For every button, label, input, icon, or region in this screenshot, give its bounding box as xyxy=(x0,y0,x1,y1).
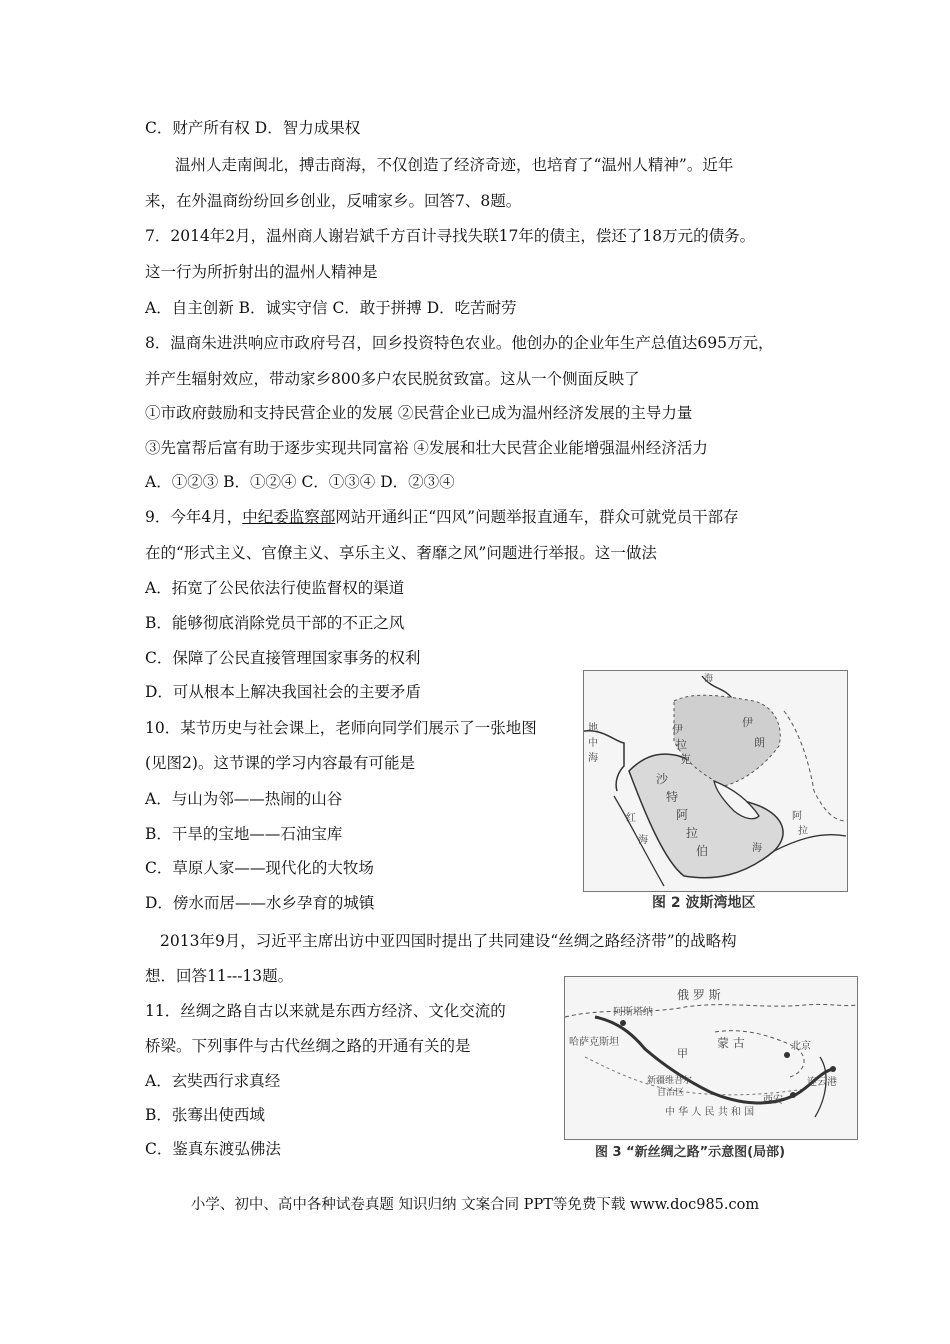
label-kazakhstan: 哈萨克斯坦 xyxy=(569,1037,619,1048)
label-mediterranean-1: 地 xyxy=(588,723,598,734)
q7-stem-line1: 7．2014年2月，温州商人谢岩斌千方百计寻找失联17年的债主，偿还了18万元的债务。 xyxy=(145,227,756,245)
intro-7-8-line2: 来，在外温商纷纷回乡创业，反哺家乡。回答7、8题。 xyxy=(145,192,522,210)
label-lianyungang: 连云港 xyxy=(807,1077,837,1088)
q8-statements-1-2: ①市政府鼓励和支持民营企业的发展 ②民营企业已成为温州经济发展的主导力量 xyxy=(145,404,693,422)
label-saudi-5: 伯 xyxy=(696,844,709,858)
label-arabian-sea-2: 拉 xyxy=(798,826,808,837)
label-mediterranean-3: 海 xyxy=(588,753,598,764)
q8-stem-line1: 8．温商朱进洪响应市政府号召，回乡投资特色农业。他创办的企业年生产总值达695万元， xyxy=(145,334,774,352)
intro-11-13-line2: 想．回答11---13题。 xyxy=(145,967,294,985)
label-iran-2: 朗 xyxy=(754,736,765,749)
q6-options-cd: C．财产所有权 D．智力成果权 xyxy=(145,119,361,137)
q11-stem-line2: 桥梁。下列事件与古代丝绸之路的开通有关的是 xyxy=(145,1037,471,1055)
q8-options: A．①②③ B．①②④ C．①③④ D．②③④ xyxy=(145,473,455,491)
q9-rest: 网站开通纠正“四风”问题举报直通车，群众可就党员干部存 xyxy=(335,508,739,526)
intro-7-8-line1: 温州人走南闽北，搏击商海，不仅创造了经济奇迹，也培育了“温州人精神”。近年 xyxy=(175,156,734,174)
figure-2-persian-gulf-map xyxy=(583,670,848,892)
q9-prefix: 9．今年4月， xyxy=(145,508,243,526)
q11-option-b: B．张骞出使西域 xyxy=(145,1106,265,1124)
q10-option-a: A．与山为邻——热闹的山谷 xyxy=(145,790,343,808)
q7-stem-line2: 这一行为所折射出的温州人精神是 xyxy=(145,263,378,281)
label-iraq-2: 拉 xyxy=(676,738,687,751)
label-astana: 阿斯塔纳 xyxy=(613,1007,653,1018)
q9-option-d: D．可从根本上解决我国社会的主要矛盾 xyxy=(145,683,421,701)
q7-options: A．自主创新 B．诚实守信 C．敢于拼搏 D．吃苦耐劳 xyxy=(145,299,517,317)
q8-stem-line2: 并产生辐射效应，带动家乡800多户农民脱贫致富。这从一个侧面反映了 xyxy=(145,370,640,388)
label-iran-1: 伊 xyxy=(742,716,753,729)
persian-gulf-map-drawing xyxy=(584,671,847,891)
q10-option-c: C．草原人家——现代化的大牧场 xyxy=(145,859,374,877)
q10-option-b: B．干旱的宝地——石油宝库 xyxy=(145,825,343,843)
label-arabian-sea-3: 海 xyxy=(752,843,762,854)
label-saudi-2: 特 xyxy=(666,790,679,804)
q11-stem-line1: 11．丝绸之路自古以来就是东西方经济、文化交流的 xyxy=(145,1002,506,1020)
label-mediterranean-2: 中 xyxy=(588,738,598,749)
q9-stem-line1 xyxy=(145,507,739,527)
label-black-sea: 海 xyxy=(704,674,714,684)
intro-11-13-line1: 2013年9月，习近平主席出访中亚四国时提出了共同建设“丝绸之路经济带”的战略构 xyxy=(160,932,737,950)
q9-underlined-org: 中纪委监察部 xyxy=(242,508,336,526)
label-xinjiang-1: 新疆维吾尔 xyxy=(647,1076,693,1086)
q9-option-b: B．能够彻底消除党员干部的不正之风 xyxy=(145,614,405,632)
q8-statements-3-4: ③先富帮后富有助于逐步实现共同富裕 ④发展和壮大民营企业能增强温州经济活力 xyxy=(145,439,708,457)
label-saudi-1: 沙 xyxy=(656,772,669,786)
label-russia: 俄 罗 斯 xyxy=(677,988,721,1002)
q10-option-d: D．傍水而居——水乡孕育的城镇 xyxy=(145,894,375,912)
figure-2-caption: 图 2 波斯湾地区 xyxy=(652,895,756,911)
label-red-sea-1: 红 xyxy=(626,813,636,824)
label-iraq-3: 克 xyxy=(680,753,691,766)
q10-stem-line1: 10．某节历史与社会课上，老师向同学们展示了一张地图 xyxy=(145,719,537,737)
q10-stem-line2: (见图2)。这节课的学习内容最有可能是 xyxy=(145,754,415,772)
label-beijing: 北京 xyxy=(791,1041,811,1052)
label-china: 中 华 人 民 共 和 国 xyxy=(665,1107,755,1118)
label-xian: 西安 xyxy=(763,1095,783,1106)
label-xinjiang-2: 自治区 xyxy=(657,1088,685,1098)
label-jia: 甲 xyxy=(677,1047,688,1060)
label-saudi-4: 拉 xyxy=(686,826,699,840)
label-red-sea-2: 海 xyxy=(638,835,648,846)
figure-3-silk-road-map xyxy=(564,976,858,1140)
label-mongolia: 蒙 古 xyxy=(717,1036,745,1050)
q11-option-c: C．鉴真东渡弘佛法 xyxy=(145,1140,281,1158)
page-footer: 小学、初中、高中各种试卷真题 知识归纳 文案合同 PPT等免费下载 www.doc985.com xyxy=(190,1197,760,1213)
q9-option-c: C．保障了公民直接管理国家事务的权利 xyxy=(145,649,421,667)
label-saudi-3: 阿 xyxy=(676,808,689,822)
figure-3-caption: 图 3 “新丝绸之路”示意图(局部) xyxy=(595,1145,786,1160)
q9-stem-line2: 在的“形式主义、官僚主义、享乐主义、奢靡之风”问题进行举报。这一做法 xyxy=(145,544,657,562)
q9-option-a: A．拓宽了公民依法行使监督权的渠道 xyxy=(145,579,405,597)
silk-road-map-drawing xyxy=(565,977,857,1139)
label-iraq-1: 伊 xyxy=(672,723,683,736)
q11-option-a: A．玄奘西行求真经 xyxy=(145,1072,281,1090)
label-arabian-sea-1: 阿 xyxy=(792,811,802,822)
